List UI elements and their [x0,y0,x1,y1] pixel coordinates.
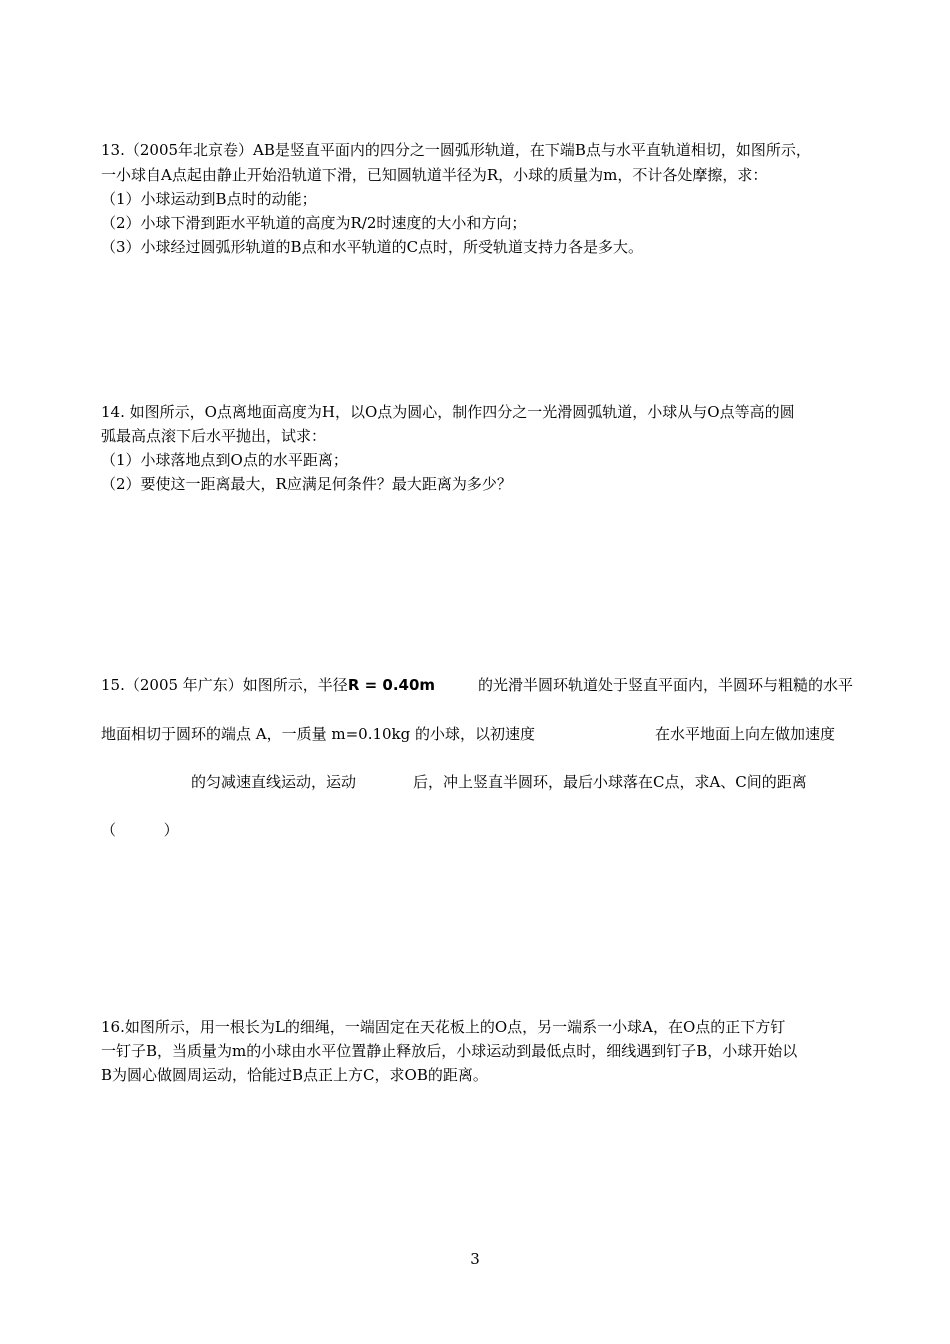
q13-part1: （1）小球运动到B点时的动能； [101,190,317,208]
q14-part1: （1）小球落地点到O点的水平距离； [101,451,348,469]
q13-line1: 13.（2005年北京卷）AB是竖直平面内的四分之一圆弧形轨道，在下端B点与水平直轨道相切，如图所示， [101,141,811,159]
q13-part2: （2）小球下滑到距水平轨道的高度为R/2时速度的大小和方向； [101,214,527,232]
q15-line3b: 后，冲上竖直半圆环，最后小球落在C点，求A、C间的距离 [413,773,807,791]
q16-line2: 一钉子B，当质量为m的小球由水平位置静止释放后，小球运动到最低点时，细线遇到钉子B，小球开始以 [101,1042,798,1060]
q16-line3: B为圆心做圆周运动，恰能过B点正上方C，求OB的距离。 [101,1066,488,1084]
q15-radius-formula: R = 0.40m [347,676,436,694]
q14-line2: 弧最高点滚下后水平抛出，试求： [101,427,327,445]
q15-prefix-text: 15.（2005 年广东）如图所示，半径R = 0.40m [101,676,436,694]
q16-line1: 16.如图所示，用一根长为L的细绳，一端固定在天花板上的O点，另一端系一小球A，在O点的正下方钉 [101,1018,786,1036]
q14-part2: （2）要使这一距离最大，R应满足何条件？最大距离为多少？ [101,475,512,493]
q13-line2: 一小球自A点起由静止开始沿轨道下滑，已知圆轨道半径为R，小球的质量为m，不计各处摩擦，求： [101,166,768,184]
q15-answer-blank: （ ） [101,821,179,839]
page-number: 3 [470,1250,480,1268]
q13-part3: （3）小球经过圆弧形轨道的B点和水平轨道的C点时，所受轨道支持力各是多大。 [101,238,644,256]
q15-line2b: 在水平地面上向左做加速度 [655,725,836,743]
q15-line1 [101,675,853,695]
q15-line2a: 地面相切于圆环的端点 A，一质量 m=0.10kg 的小球，以初速度 [101,725,536,743]
q14-line1: 14. 如图所示，O点离地面高度为H，以O点为圆心，制作四分之一光滑圆弧轨道，小球从与O点等高的圆 [101,403,795,421]
q15-suffix-text: 的光滑半圆环轨道处于竖直平面内，半圆环与粗糙的水平 [477,676,853,694]
q15-line3a: 的匀减速直线运动，运动 [191,773,357,791]
